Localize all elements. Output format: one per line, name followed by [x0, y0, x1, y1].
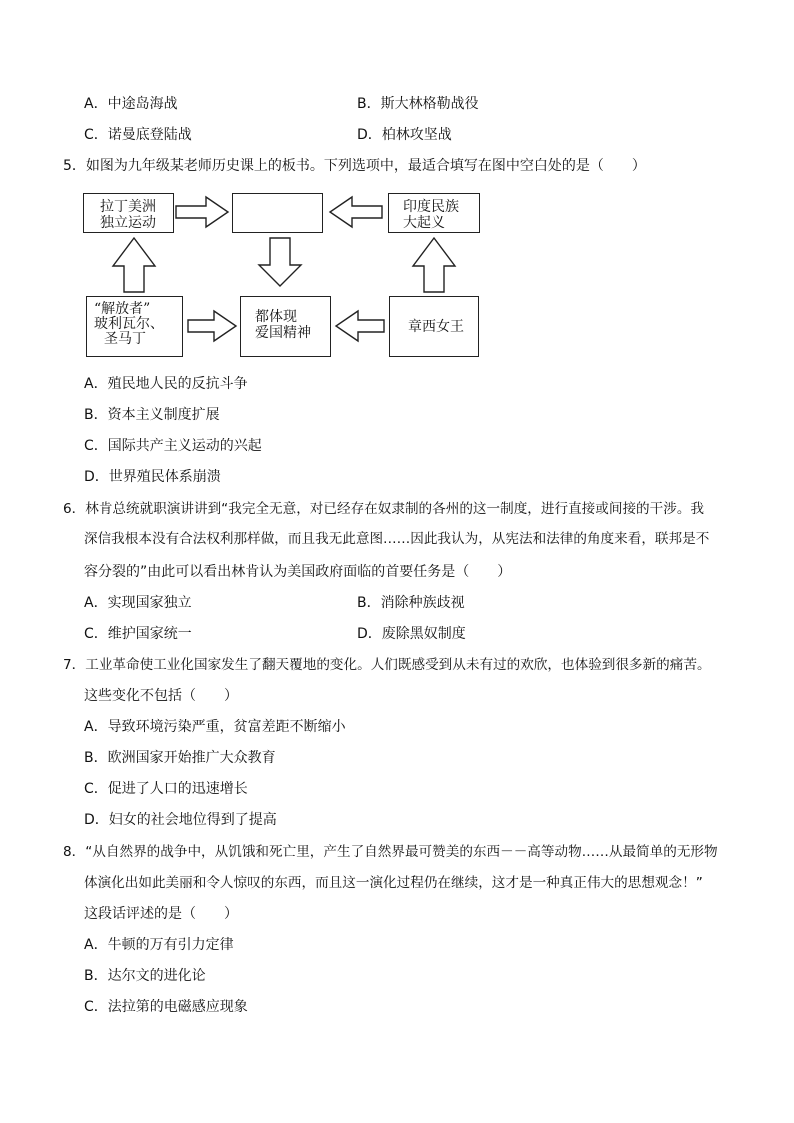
q6-option-a[interactable]: A．实现国家独立: [84, 595, 192, 611]
arrow-up-2: [413, 238, 455, 292]
arrow-left-1: [330, 197, 382, 227]
arrow-left-2: [336, 311, 384, 341]
q5-option-c[interactable]: C．国际共产主义运动的兴起: [84, 438, 262, 454]
box-patriot-line-2: 爱国精神: [255, 325, 311, 341]
box-liberator-line-1: “解放者”: [94, 301, 151, 317]
q5-stem: 5．如图为九年级某老师历史课上的板书。下列选项中，最适合填写在图中空白处的是（ ）: [63, 158, 646, 174]
q8-option-c[interactable]: C．法拉第的电磁感应现象: [84, 999, 248, 1015]
box-latin-line-1: 拉丁美洲: [100, 199, 156, 215]
arrow-right-1: [176, 197, 228, 227]
q5-option-b[interactable]: B．资本主义制度扩展: [84, 407, 220, 423]
q8-stem-line-3: 这段话评述的是（ ）: [84, 906, 238, 922]
arrow-down-1: [259, 238, 301, 286]
box-patriotism: [240, 296, 331, 357]
q8-option-b[interactable]: B．达尔文的进化论: [84, 968, 206, 984]
q5-option-a[interactable]: A．殖民地人民的反抗斗争: [84, 376, 248, 392]
arrow-up-1: [113, 238, 155, 292]
q7-option-a[interactable]: A．导致环境污染严重，贫富差距不断缩小: [84, 719, 346, 735]
box-india-line-2: 大起义: [403, 215, 445, 231]
box-liberator: [86, 296, 183, 357]
box-blank: [232, 193, 323, 233]
q8-option-a[interactable]: A．牛顿的万有引力定律: [84, 937, 234, 953]
q4-option-c[interactable]: C．诺曼底登陆战: [84, 127, 192, 143]
q7-option-b[interactable]: B．欧洲国家开始推广大众教育: [84, 750, 276, 766]
q8-stem-line-2: 体演化出如此美丽和令人惊叹的东西，而且这一演化过程仍在继续，这才是一种真正伟大的思想观念！”: [84, 875, 703, 891]
q6-option-c[interactable]: C．维护国家统一: [84, 626, 192, 642]
q5-option-d[interactable]: D．世界殖民体系崩溃: [84, 469, 221, 485]
box-latin-line-2: 独立运动: [100, 215, 156, 231]
q4-option-b[interactable]: B．斯大林格勒战役: [357, 96, 479, 112]
box-patriot-line-1: 都体现: [255, 309, 297, 325]
q7-stem-line-1: 7．工业革命使工业化国家发生了翻天覆地的变化。人们既感受到从未有过的欢欣，也体验到很多新的痛苦。: [63, 657, 711, 673]
box-latin-america-independence: [83, 193, 174, 233]
box-liberator-line-2: 玻利瓦尔、: [94, 316, 164, 332]
q6-stem-line-3: 容分裂的”由此可以看出林肯认为美国政府面临的首要任务是（ ）: [84, 564, 512, 580]
box-liberator-line-3: 圣马丁: [104, 331, 146, 347]
q8-stem-line-1: 8．“从自然界的战争中，从饥饿和死亡里，产生了自然界最可赞美的东西－－高等动物……从最简单的无形物: [63, 844, 718, 860]
q7-stem-line-2: 这些变化不包括（ ）: [84, 688, 238, 704]
box-rani-jhansi: [389, 296, 479, 357]
q7-option-c[interactable]: C．促进了人口的迅速增长: [84, 781, 248, 797]
q6-stem-line-2: 深信我根本没有合法权利那样做，而且我无此意图……因此我认为，从宪法和法律的角度来看，联邦是不: [84, 531, 710, 547]
q6-stem-line-1: 6．林肯总统就职演讲讲到“我完全无意，对已经存在奴隶制的各州的这一制度，进行直接或间接的干涉。我: [63, 501, 705, 517]
q4-option-d[interactable]: D．柏林攻坚战: [357, 127, 452, 143]
box-india-line-1: 印度民族: [403, 199, 459, 215]
q6-option-d[interactable]: D．废除黑奴制度: [357, 626, 466, 642]
q6-option-b[interactable]: B．消除种族歧视: [357, 595, 465, 611]
q4-option-a[interactable]: A．中途岛海战: [84, 96, 178, 112]
arrow-right-2: [188, 311, 236, 341]
box-queen-text: 章西女王: [408, 319, 464, 335]
q7-option-d[interactable]: D．妇女的社会地位得到了提高: [84, 812, 277, 828]
box-india-uprising: [388, 193, 480, 233]
